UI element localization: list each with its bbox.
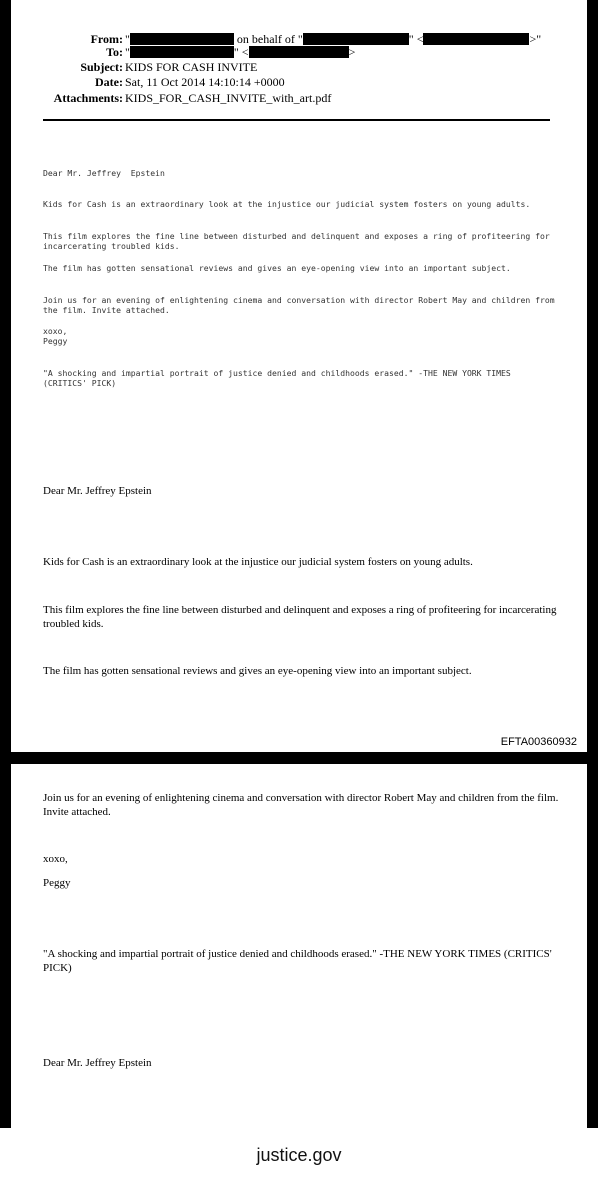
redaction-bar: [423, 33, 529, 45]
from-value: " on behalf of " " < >": [125, 32, 542, 46]
to-value: " " < >: [125, 45, 356, 59]
site-domain[interactable]: justice.gov: [256, 1145, 342, 1165]
html-paragraph-3: The film has gotten sensational reviews and gives an eye-opening view into an important subject.: [43, 665, 472, 677]
document-id: EFTA00360932: [500, 736, 577, 748]
html-paragraph-2: This film explores the fine line between disturbed and delinquent and exposes a ring of profiteering for incarcerating troubled kids.: [43, 604, 557, 630]
html-greeting-2: Dear Mr. Jeffrey Epstein: [43, 1057, 152, 1069]
subject-value: KIDS FOR CASH INVITE: [125, 60, 258, 74]
plain-paragraph-3: The film has gotten sensational reviews and gives an eye-opening view into an important subject.: [43, 263, 511, 273]
redaction-bar: [249, 46, 349, 58]
plain-quote: "A shocking and impartial portrait of justice denied and childhoods erased." -THE NEW YORK TIMES (CRITICS' PICK): [43, 368, 516, 388]
date-label: Date:: [95, 75, 123, 89]
html-signoff: xoxo,: [43, 853, 68, 865]
attachments-label: Attachments:: [53, 91, 123, 105]
html-quote: "A shocking and impartial portrait of justice denied and childhoods erased." -THE NEW YORK TIMES (CRITICS' PICK): [43, 948, 552, 974]
browser-footer: [0, 1128, 598, 1200]
plain-paragraph-2: This film explores the fine line between disturbed and delinquent and exposes a ring of profiteering for incarcerating troubled kids.: [43, 231, 555, 251]
plain-paragraph-4: Join us for an evening of enlightening cinema and conversation with director Robert May and children from the film. Invite attached.: [43, 295, 560, 315]
subject-label: Subject:: [80, 60, 123, 74]
redaction-bar: [303, 33, 409, 45]
html-paragraph-1: Kids for Cash is an extraordinary look at the injustice our judicial system fosters on young adults.: [43, 556, 473, 568]
document-page-1: [11, 0, 587, 752]
to-label: To:: [106, 45, 123, 59]
redaction-bar: [130, 46, 234, 58]
from-label: From:: [90, 32, 123, 46]
attachments-value: KIDS_FOR_CASH_INVITE_with_art.pdf: [125, 91, 332, 105]
plain-signoff: xoxo,: [43, 326, 68, 336]
date-value: Sat, 11 Oct 2014 14:10:14 +0000: [125, 75, 285, 89]
header-divider: [43, 119, 550, 121]
html-paragraph-4: Join us for an evening of enlightening cinema and conversation with director Robert May and children from the film. Invite attached.: [43, 792, 559, 818]
document-page-2: [11, 764, 587, 1128]
redaction-bar: [130, 33, 234, 45]
plain-paragraph-1: Kids for Cash is an extraordinary look at the injustice our judicial system fosters on young adults.: [43, 199, 531, 209]
plain-name: Peggy: [43, 336, 68, 346]
html-greeting: Dear Mr. Jeffrey Epstein: [43, 485, 152, 497]
html-name: Peggy: [43, 877, 71, 889]
plain-greeting: Dear Mr. Jeffrey Epstein: [43, 168, 165, 178]
